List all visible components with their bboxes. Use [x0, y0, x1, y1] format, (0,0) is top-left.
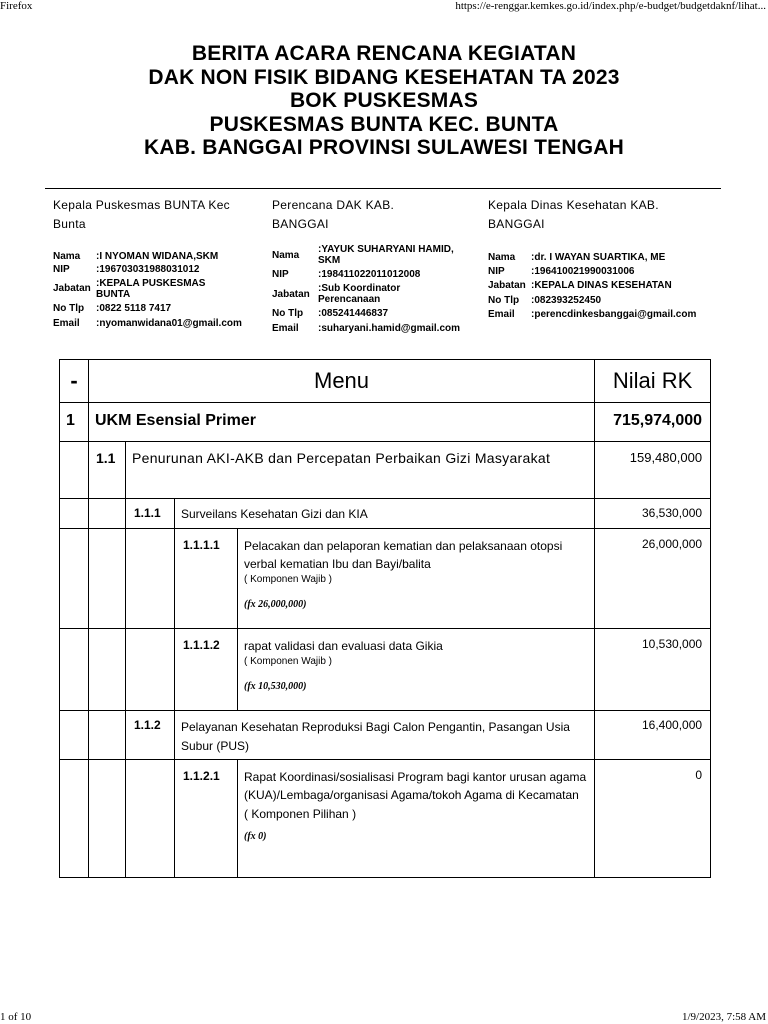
table-row — [60, 711, 711, 760]
indent-cell — [89, 711, 126, 760]
row-name-cell — [238, 760, 595, 878]
komponen-label: ( Komponen Wajib ) — [244, 574, 332, 585]
indent-cell — [60, 711, 89, 760]
row-number: 1.1 — [89, 442, 126, 499]
jabatan-value: :KEPALA PUSKESMAS BUNTA — [96, 277, 206, 300]
indent-cell — [126, 760, 175, 878]
indent-cell — [89, 629, 126, 711]
indent-cell — [89, 529, 126, 629]
nama-label: Nama — [488, 251, 516, 263]
row-name: Pelacakan dan pelaporan kematian dan pelaksanaan otopsi verbal kematian Ibu dan Bayi/balita — [244, 539, 563, 571]
row-value: 10,530,000 — [595, 629, 711, 711]
table-row — [60, 403, 711, 442]
indent-cell — [60, 529, 89, 629]
tlp-label: No Tlp — [488, 294, 520, 306]
row-number: 1.1.1.2 — [175, 629, 238, 711]
fx-value: (fx 0) — [244, 831, 267, 842]
row-number: 1.1.2.1 — [175, 760, 238, 878]
email-value: :nyomanwidana01@gmail.com — [96, 318, 242, 329]
nama-label: Nama — [272, 249, 300, 261]
row-value: 0 — [595, 760, 711, 878]
tlp-value: :0822 5118 7417 — [96, 303, 172, 314]
email-label: Email — [488, 309, 515, 320]
signatory-heading: Kepala Dinas Kesehatan KAB. BANGGAI — [488, 198, 659, 231]
row-value: 715,974,000 — [595, 403, 711, 442]
signatory-heading: Kepala Puskesmas BUNTA Kec Bunta — [53, 198, 230, 231]
nip-label: NIP — [488, 265, 505, 277]
header-menu: Menu — [89, 360, 595, 403]
komponen-label: ( Komponen Pilihan ) — [244, 807, 357, 821]
fx-value: (fx 10,530,000) — [244, 681, 307, 692]
row-number: 1.1.1 — [126, 499, 175, 529]
document-title — [0, 42, 768, 160]
indent-cell — [126, 629, 175, 711]
signatory-heading: Perencana DAK KAB. BANGGAI — [272, 198, 395, 231]
row-value: 26,000,000 — [595, 529, 711, 629]
header-dash: - — [60, 360, 89, 403]
title-divider — [45, 188, 721, 189]
nip-value: :198411022011012008 — [318, 269, 421, 280]
title-line-1: BERITA ACARA RENCANA KEGIATAN — [191, 42, 577, 65]
row-name: Penurunan AKI-AKB dan Percepatan Perbaikan Gizi Masyarakat — [126, 442, 595, 499]
nama-value: :I NYOMAN WIDANA,SKM — [96, 251, 219, 262]
row-value: 16,400,000 — [595, 711, 711, 760]
indent-cell — [89, 760, 126, 878]
table-row — [60, 442, 711, 499]
table-header-row — [60, 360, 711, 403]
indent-cell — [60, 442, 89, 499]
nama-label: Nama — [53, 251, 81, 262]
tlp-label: No Tlp — [272, 308, 304, 319]
row-name-cell — [238, 629, 595, 711]
page-url: https://e-renggar.kemkes.go.id/index.php/e-budget/budgetdaknf/lihat... — [455, 0, 766, 12]
signatory-perencana — [272, 196, 482, 336]
indent-cell — [126, 529, 175, 629]
row-number: 1.1.1.1 — [175, 529, 238, 629]
print-timestamp: 1/9/2023, 7:58 AM — [681, 1011, 766, 1023]
browser-name: Firefox — [0, 0, 33, 12]
table-row — [60, 529, 711, 629]
title-line-3: BOK PUSKESMAS — [289, 89, 479, 112]
jabatan-label: Jabatan — [53, 283, 91, 294]
tlp-label: No Tlp — [53, 303, 85, 314]
title-line-5: KAB. BANGGAI PROVINSI SULAWESI TENGAH — [144, 136, 624, 159]
indent-cell — [60, 629, 89, 711]
page-indicator: 1 of 10 — [0, 1011, 32, 1023]
row-name: rapat validasi dan evaluasi data Gikia — [244, 639, 443, 653]
jabatan-label: Jabatan — [272, 288, 310, 300]
nama-value: :dr. I WAYAN SUARTIKA, ME — [531, 251, 666, 263]
indent-cell — [60, 760, 89, 878]
row-name-cell — [238, 529, 595, 629]
title-line-2: DAK NON FISIK BIDANG KESEHATAN TA 2023 — [148, 65, 620, 89]
row-number: 1.1.2 — [126, 711, 175, 760]
email-label: Email — [53, 318, 80, 329]
komponen-label: ( Komponen Wajib ) — [244, 656, 332, 667]
signatory-kepala-dinas — [488, 196, 723, 322]
header-nilai-rk: Nilai RK — [595, 360, 711, 403]
jabatan-label: Jabatan — [488, 280, 526, 291]
nip-value: :196703031988031012 — [96, 264, 200, 275]
row-name: Rapat Koordinasi/sosialisasi Program bagi kantor urusan agama (KUA)/Lembaga/organisasi Agama/tokoh Agama di Kecamatan — [244, 770, 587, 802]
budget-table — [59, 359, 711, 878]
tlp-value: :082393252450 — [531, 294, 602, 306]
jabatan-value: :KEPALA DINAS KESEHATAN — [531, 280, 672, 291]
table-row — [60, 499, 711, 529]
signatory-kepala-puskesmas — [53, 196, 263, 331]
table-row — [60, 629, 711, 711]
nama-value: :YAYUK SUHARYANI HAMID, SKM — [318, 244, 454, 266]
title-line-4: PUSKESMAS BUNTA KEC. BUNTA — [209, 112, 559, 136]
row-number: 1 — [60, 403, 89, 442]
jabatan-value: :Sub Koordinator Perencanaan — [318, 283, 401, 305]
row-value: 36,530,000 — [595, 499, 711, 529]
email-value: :perencdinkesbanggai@gmail.com — [531, 309, 697, 320]
row-name: UKM Esensial Primer — [89, 403, 595, 442]
nip-label: NIP — [272, 269, 289, 280]
row-name: Surveilans Kesehatan Gizi dan KIA — [175, 499, 595, 529]
indent-cell — [89, 499, 126, 529]
table-row — [60, 760, 711, 878]
indent-cell — [60, 499, 89, 529]
email-label: Email — [272, 323, 299, 334]
row-value: 159,480,000 — [595, 442, 711, 499]
tlp-value: :085241446837 — [318, 308, 389, 319]
email-value: :suharyani.hamid@gmail.com — [318, 323, 461, 334]
fx-value: (fx 26,000,000) — [244, 599, 307, 610]
nip-value: :196410021990031006 — [531, 265, 635, 277]
row-name: Pelayanan Kesehatan Reproduksi Bagi Calon Pengantin, Pasangan Usia Subur (PUS) — [175, 711, 595, 760]
nip-label: NIP — [53, 264, 70, 275]
